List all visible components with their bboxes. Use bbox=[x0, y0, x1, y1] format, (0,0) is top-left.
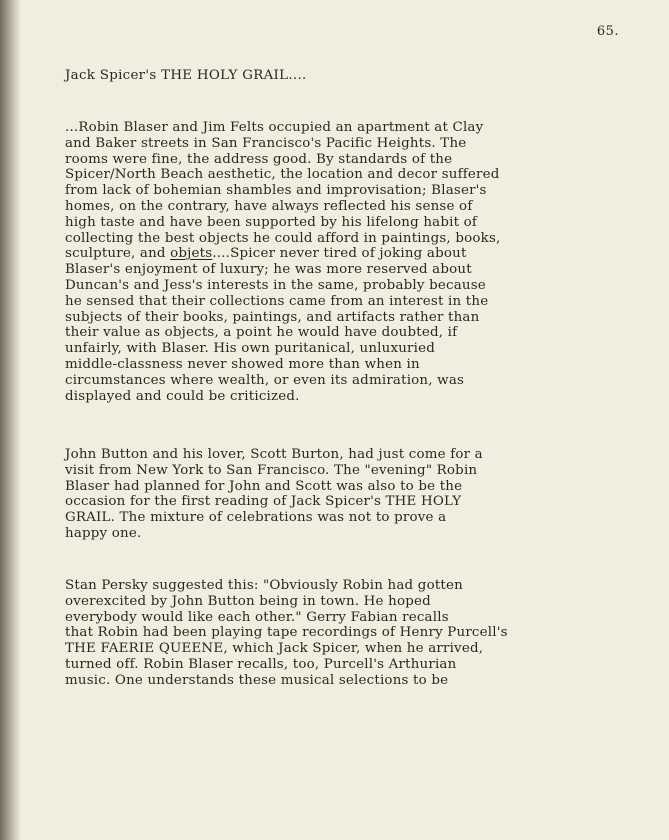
text-line: Duncan's and Jess's interests in the same, probably because bbox=[65, 277, 486, 293]
text-line: unfairly, with Blaser. His own puritanical, unluxuried bbox=[65, 341, 436, 357]
text-line: sculpture, and objets....Spicer never tired of joking about bbox=[65, 246, 467, 262]
text-line: collecting the best objects he could afford in paintings, books, bbox=[65, 230, 501, 246]
text-line: John Button and his lover, Scott Burton, had just come for a bbox=[65, 447, 483, 462]
text-line: overexcited by John Button being in town. He hoped bbox=[65, 593, 431, 609]
page-number: 65. bbox=[596, 24, 619, 39]
text-line: Stan Persky suggested this: "Obviously Robin had gotten bbox=[65, 578, 463, 593]
text-line: high taste and have been supported by his lifelong habit of bbox=[65, 214, 478, 230]
paragraph-3 bbox=[65, 578, 625, 689]
text-line: occasion for the first reading of Jack Spicer's THE HOLY bbox=[65, 494, 462, 510]
text-line: visit from New York to San Francisco. The "evening" Robin bbox=[65, 462, 478, 478]
text-line: subjects of their books, paintings, and artifacts rather than bbox=[65, 309, 480, 325]
text-line: and Baker streets in San Francisco's Pacific Heights. The bbox=[65, 135, 467, 151]
text-line: GRAIL. The mixture of celebrations was not to prove a bbox=[65, 510, 447, 526]
text-line: happy one. bbox=[65, 525, 142, 541]
page-heading: Jack Spicer's THE HOLY GRAIL.... bbox=[65, 68, 307, 83]
text-line: from lack of bohemian shambles and improvisation; Blaser's bbox=[65, 183, 487, 199]
text-line: rooms were fine, the address good. By standards of the bbox=[65, 151, 453, 167]
text-line: middle-classness never showed more than when in bbox=[65, 356, 420, 372]
text-line: circumstances where wealth, or even its admiration, was bbox=[65, 372, 465, 388]
text-line: displayed and could be criticized. bbox=[65, 388, 300, 404]
text-line: turned off. Robin Blaser recalls, too, Purcell's Arthurian bbox=[65, 656, 457, 672]
paragraph-1 bbox=[65, 120, 625, 404]
text-line: ...Robin Blaser and Jim Felts occupied an apartment at Clay bbox=[65, 120, 484, 135]
text-line: homes, on the contrary, have always reflected his sense of bbox=[65, 198, 473, 214]
text-line: THE FAERIE QUEENE, which Jack Spicer, when he arrived, bbox=[65, 641, 484, 657]
text-line: Blaser's enjoyment of luxury; he was more reserved about bbox=[65, 262, 472, 278]
text-line: everybody would like each other." Gerry Fabian recalls bbox=[65, 609, 449, 625]
text-line: their value as objects, a point he would have doubted, if bbox=[65, 325, 458, 341]
text-line: music. One understands these musical selections to be bbox=[65, 672, 449, 688]
paragraph-2 bbox=[65, 447, 625, 542]
text-line: he sensed that their collections came from an interest in the bbox=[65, 293, 489, 309]
text-line: that Robin had been playing tape recordings of Henry Purcell's bbox=[65, 625, 508, 641]
text-line: Spicer/North Beach aesthetic, the location and decor suffered bbox=[65, 167, 500, 183]
text-line: Blaser had planned for John and Scott was also to be the bbox=[65, 478, 463, 494]
